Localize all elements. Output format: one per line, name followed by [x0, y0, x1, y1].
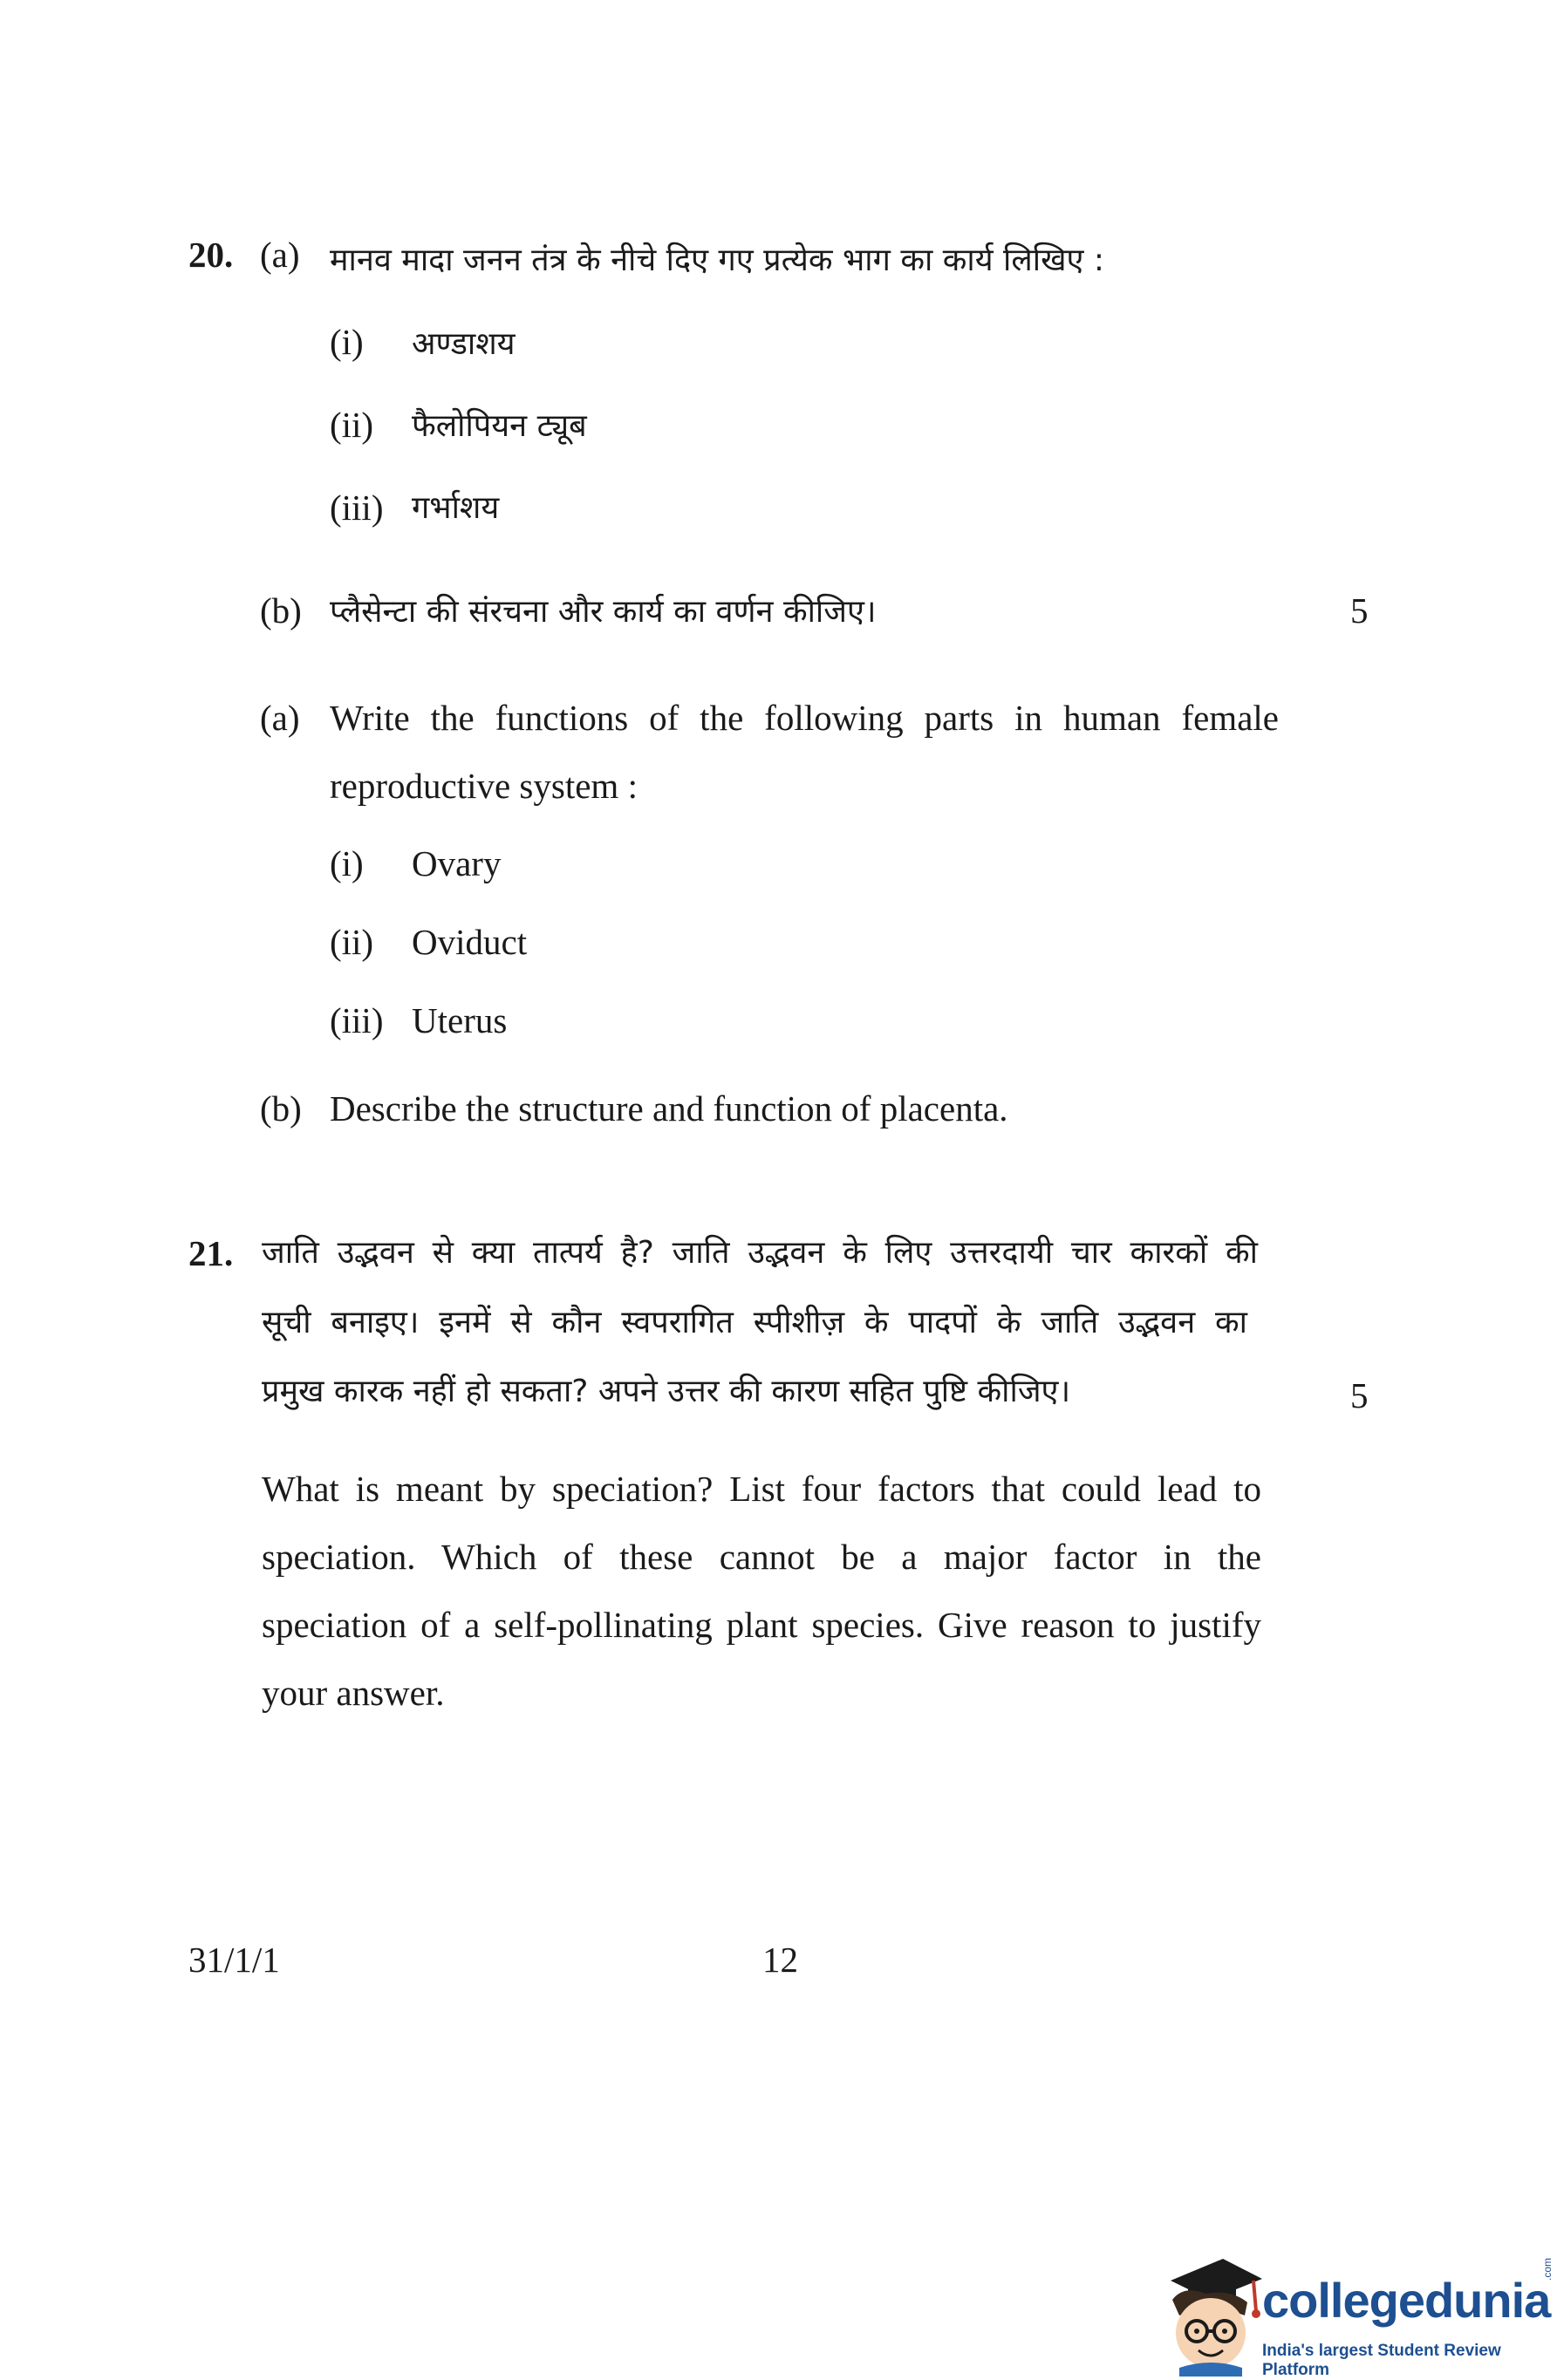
q21-hindi-line-2: सूची बनाइए। इनमें से कौन स्वपरागित स्पीशीज़ के पादपों के जाति उद्भवन का: [262, 1305, 1247, 1340]
q20-hindi-item-uterus: गर्भाशय: [412, 490, 500, 526]
q20-hindi-item-label-3: (iii): [330, 488, 384, 528]
q20-english-item-ovary: Ovary: [412, 843, 502, 883]
q20-hindi-b-label: (b): [260, 590, 302, 631]
q20-english-item-label-3: (iii): [330, 1000, 384, 1040]
logo-brand-text: collegedunia: [1262, 2273, 1551, 2328]
question-number-21: 21.: [188, 1233, 234, 1273]
q21-hindi-line-3: प्रमुख कारक नहीं हो सकता? अपने उत्तर की कारण सहित पुष्टि कीजिए।: [262, 1374, 1071, 1409]
q20-hindi-item-oviduct: फैलोपियन ट्यूब: [412, 408, 587, 444]
q20-hindi-item-label-1: (i): [330, 322, 364, 362]
q20-hindi-item-label-2: (ii): [330, 405, 374, 445]
q20-english-a-line-2: reproductive system :: [330, 766, 638, 806]
q20-marks: 5: [1350, 590, 1369, 631]
q20-hindi-a-label: (a): [260, 235, 300, 275]
q20-english-item-uterus: Uterus: [412, 1000, 508, 1040]
q20-english-b-text: Describe the structure and function of placenta.: [330, 1088, 1008, 1129]
q21-english-line-4: your answer.: [262, 1673, 445, 1713]
question-number-20: 20.: [188, 235, 234, 275]
q20-hindi-a-text: मानव मादा जनन तंत्र के नीचे दिए गए प्रत्येक भाग का कार्य लिखिए :: [330, 242, 1105, 278]
q20-english-b-label: (b): [260, 1088, 302, 1129]
q20-english-a-line-1: Write the functions of the following parts in human female: [330, 698, 1279, 738]
paper-code: 31/1/1: [188, 1940, 280, 1980]
q20-hindi-b-text: प्लैसेन्टा की संरचना और कार्य का वर्णन कीजिए।: [330, 594, 877, 630]
q20-english-a-label: (a): [260, 698, 300, 738]
q20-hindi-item-ovary: अण्डाशय: [412, 326, 516, 362]
logo-tagline: India's largest Student Review Platform: [1262, 2342, 1501, 2379]
q21-hindi-line-1: जाति उद्भवन से क्या तात्पर्य है? जाति उद्भवन के लिए उत्तरदायी चार कारकों की: [262, 1235, 1258, 1271]
page-number: 12: [762, 1940, 798, 1980]
q20-english-item-label-2: (ii): [330, 922, 374, 962]
q20-english-item-label-1: (i): [330, 843, 364, 883]
q21-marks: 5: [1350, 1375, 1369, 1415]
q21-english-line-2: speciation. Which of these cannot be a major factor in the: [262, 1537, 1261, 1577]
logo-domain-suffix: .com: [1541, 2257, 1554, 2281]
q20-english-item-oviduct: Oviduct: [412, 922, 528, 962]
collegedunia-logo: [1153, 2246, 1554, 2377]
q21-english-line-3: speciation of a self-pollinating plant species. Give reason to justify: [262, 1605, 1261, 1645]
mascot-icon: [1153, 2246, 1267, 2377]
q21-english-line-1: What is meant by speciation? List four factors that could lead to: [262, 1469, 1261, 1509]
